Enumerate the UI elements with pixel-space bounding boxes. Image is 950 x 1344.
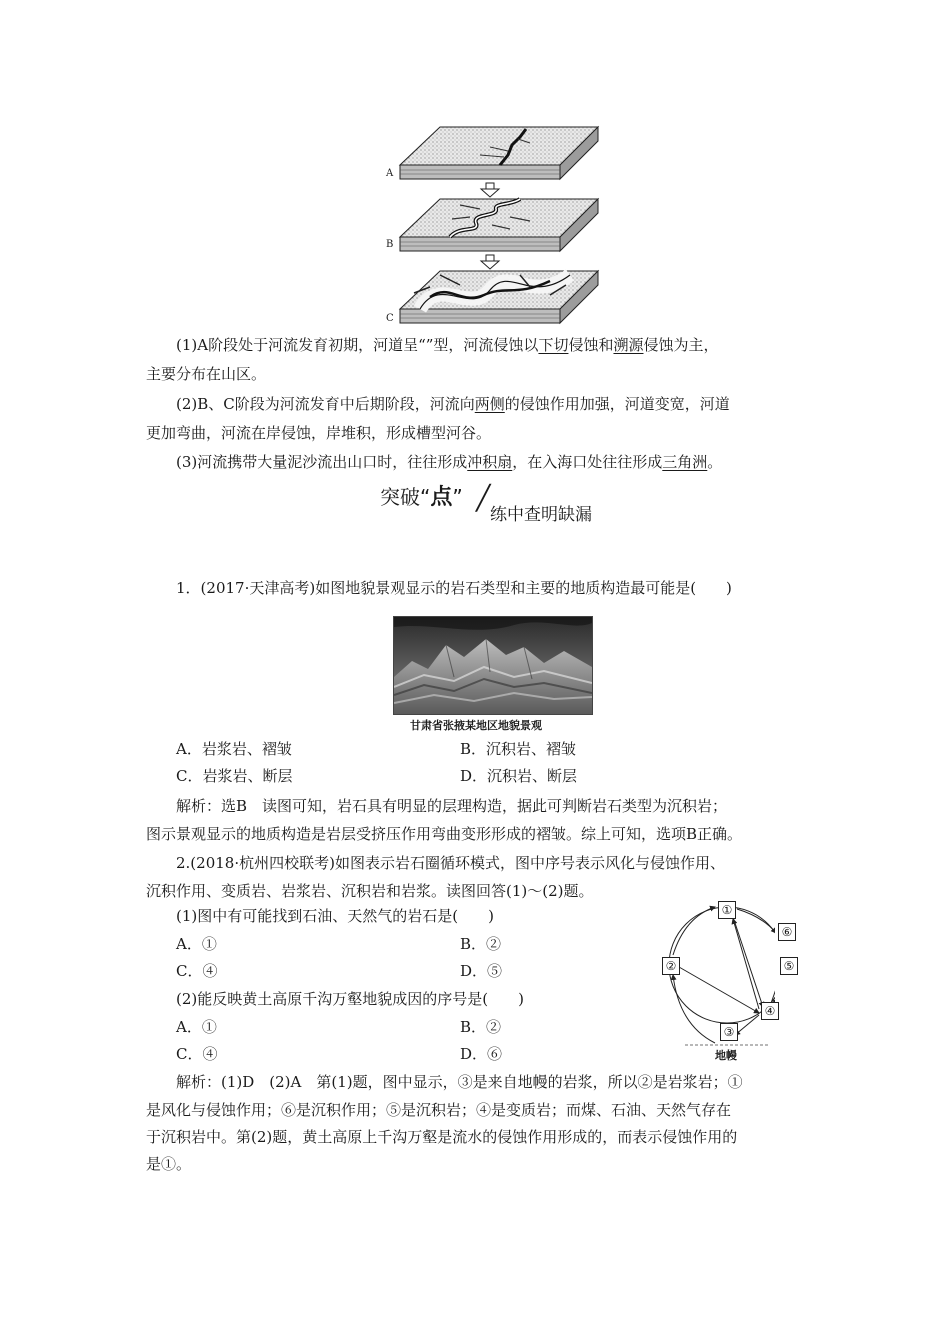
mantle-label: 地幔 [715,1049,737,1062]
q1-option-d: D．沉积岩、断层 [460,767,578,785]
question-2-stem-cont: 沉积作用、变质岩、岩浆岩、沉积岩和岩浆。读图回答(1)～(2)题。 [146,882,594,900]
rock-cycle-diagram [655,895,795,1062]
q2-sub1-option-a: A．① [176,935,217,953]
summary-point-3: (3)河流携带大量泥沙流出山口时，往往形成冲积扇，在入海口处往往形成三角洲。 [176,453,723,471]
summary-point-2-cont: 更加弯曲，河流在岸侵蚀，岸堆积，形成槽型河谷。 [146,424,492,442]
stage-label-b: B [386,239,394,250]
photo-caption: 甘肃省张掖某地区地貌景观 [410,719,542,732]
stage-label-c: C [386,313,394,324]
node-4: ④ [761,1002,779,1020]
question-2-stem: 2.(2018·杭州四校联考)如图表示岩石圈循环模式，图中序号表示风化与侵蚀作用、 [176,854,725,872]
node-3: ③ [720,1023,738,1041]
q2-analysis-cont-3: 是①。 [146,1155,192,1173]
q2-sub2-option-c: C．④ [176,1045,218,1063]
q1-option-a: A．岩浆岩、褶皱 [176,740,292,758]
landscape-photo [393,616,593,715]
stage-a-block [400,127,598,179]
q2-sub1-option-d: D．⑤ [460,962,503,980]
q2-sub2-option-b: B．② [460,1018,502,1036]
answer-blank: 下切 [538,336,569,354]
node-1: ① [718,901,736,919]
answer-blank: 冲积扇 [467,453,513,471]
river-stages-illustration [380,125,605,333]
arrow-down-icon [481,255,499,269]
mountain-photo-illustration [394,617,592,714]
summary-point-2: (2)B、C阶段为河流发育中后期阶段，河流向两侧的侵蚀作用加强，河道变宽，河道 [176,395,730,413]
river-development-figure [380,125,605,333]
q2-sub2-stem: (2)能反映黄土高原千沟万壑地貌成因的序号是( ) [176,990,524,1008]
q2-analysis: 解析：(1)D (2)A 第(1)题，图中显示，③是来自地幔的岩浆，所以②是岩浆岩；① [176,1073,743,1091]
arrow-down-icon [481,183,499,197]
section-heading [380,478,620,524]
node-6: ⑥ [778,923,796,941]
q2-analysis-cont-2: 于沉积岩中。第(2)题，黄土高原上千沟万壑是流水的侵蚀作用形成的，而表示侵蚀作用的 [146,1128,738,1146]
stage-c-block [400,271,598,323]
q1-option-c: C．岩浆岩、断层 [176,767,293,785]
question-1-stem: 1．(2017·天津高考)如图地貌景观显示的岩石类型和主要的地质构造最可能是( ) [176,579,732,597]
rock-cycle-arrows [655,895,775,1060]
heading-main: 突破“点” [380,485,463,510]
stage-label-a: A [386,168,394,179]
q1-analysis-cont: 图示景观显示的地质构造是岩层受挤压作用弯曲变形形成的褶皱。综上可知，选项B正确。 [146,825,743,843]
answer-blank: 溯源 [613,336,644,354]
q2-sub1-stem: (1)图中有可能找到石油、天然气的岩石是( ) [176,907,494,925]
heading-emphasis: 点 [430,485,453,510]
answer-blank: 两侧 [474,395,505,413]
heading-sub: 练中查明缺漏 [490,505,592,525]
node-2: ② [662,957,680,975]
summary-point-1: (1)A阶段处于河流发育初期，河道呈“”型，河流侵蚀以下切侵蚀和溯源侵蚀为主， [176,336,719,354]
node-5: ⑤ [780,957,798,975]
q2-sub1-option-b: B．② [460,935,502,953]
summary-point-1-cont: 主要分布在山区。 [146,365,267,383]
stage-b-block [400,199,598,251]
q2-sub2-option-d: D．⑥ [460,1045,503,1063]
q2-sub1-option-c: C．④ [176,962,218,980]
q2-analysis-cont-1: 是风化与侵蚀作用；⑥是沉积作用；⑤是沉积岩；④是变质岩；而煤、石油、天然气存在 [146,1101,732,1119]
q2-sub2-option-a: A．① [176,1018,217,1036]
heading-slash: ╱ [476,484,491,512]
q1-option-b: B．沉积岩、褶皱 [460,740,577,758]
q1-analysis: 解析：选B 读图可知，岩石具有明显的层理构造，据此可判断岩石类型为沉积岩； [176,797,728,815]
answer-blank: 三角洲 [662,453,708,471]
